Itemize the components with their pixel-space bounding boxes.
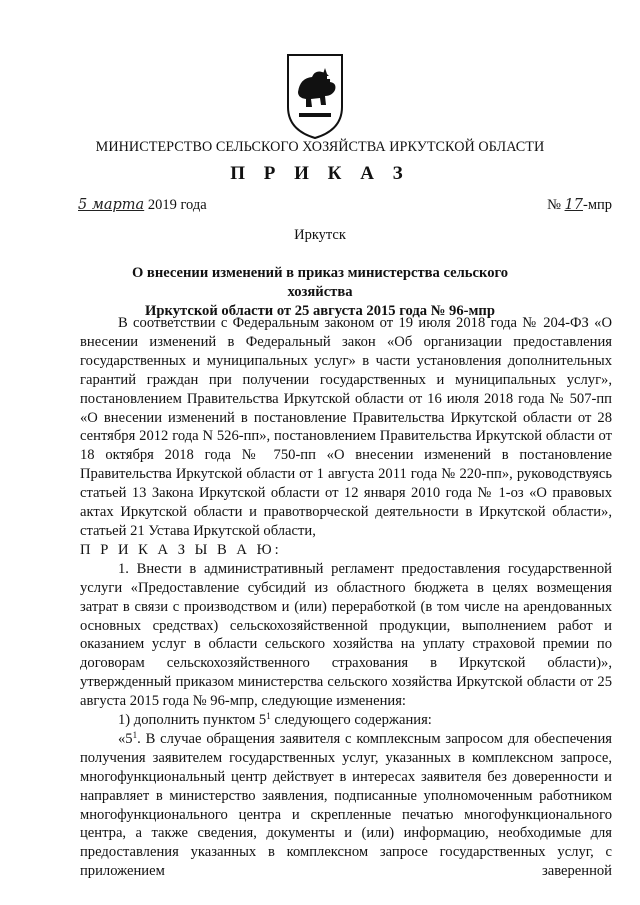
superscript-1: 1 <box>266 711 271 722</box>
date-year: 2019 года <box>147 197 207 213</box>
handwritten-date: 5 марта <box>78 197 145 213</box>
item-1-paragraph: 1. Внести в административный регламент предоставления государственной услуги «Предоставление субсидий из областного бюджета в целях возмещения затрат в связи с производством и (или) переработкой (в том числе на арендованных основных средствах) сельскохозяйственной продукции, выполнением работ и оказанием услуг в области сельского хозяйства на уплату страховой премии по договорам сельскохозяйственного страхования в Иркутской области)», утвержденный приказом министерства сельского хозяйства Иркутской области от 25 августа 2015 года № 96-мпр, следующие изменения: <box>80 560 612 710</box>
handwritten-number: 17 <box>564 197 583 213</box>
point-5-1-number: «5 <box>118 730 133 747</box>
order-word: П Р И К А З Ы В А Ю: <box>80 541 282 558</box>
order-body <box>80 314 612 881</box>
document-type-title: П Р И К А З <box>230 163 410 184</box>
subitem-1-text-end: следующего содержания: <box>270 712 432 729</box>
subject-line-2: Иркутской области от 25 августа 2015 года № 96-мпр <box>145 303 495 319</box>
number-suffix: -мпр <box>582 197 612 213</box>
subitem-1-text: 1) дополнить пунктом 5 <box>118 712 267 729</box>
number-sign: № <box>547 197 561 213</box>
point-5-1-paragraph <box>80 730 612 881</box>
order-date <box>78 197 207 214</box>
point-5-1-text: . В случае обращения заявителя с комплексным запросом для обеспечения получения заявителем государственных услуг, указанных в комплексном запросе, многофункциональный центр действует в интересах заявителя без доверенности и направляет в министерство заявления, подписанные уполномоченным работником многофункционального центра и скрепленные печатью многофункционального центра, а также сведения, документы и (или) информацию, необходимые для предоставления указанных в комплексном запросе государственных услуг, с приложением заверенной <box>80 730 612 880</box>
superscript-2: 1 <box>132 729 138 740</box>
order-number <box>547 197 612 214</box>
preamble-paragraph: В соответствии с Федеральным законом от 19 июля 2018 года № 204-ФЗ «О внесении изменений в Федеральный закон «Об организации предоставления государственных и муниципальных услуг» в части установления дополнительных гарантий граждан при получении государственных и муниципальных услуг», постановлением Правительства Иркутской области от 16 июля 2018 года № 507-пп «О внесении изменений в постановление Правительства Иркутской области от 28 сентября 2012 года N 526-пп», постановлением Правительства Иркутской области от 18 октября 2018 года № 750-пп «О внесении изменений в постановление Правительства Иркутской области от 1 августа 2011 года № 220-пп», руководствуясь статьей 13 Закона Иркутской области от 12 января 2010 года № 1-оз «О правовых актах Иркутской области и правотворческой деятельности в Иркутской области», статьей 21 Устава Иркутской области, <box>80 315 612 539</box>
coat-of-arms-icon <box>285 52 345 140</box>
subject-line-1: О внесении изменений в приказ министерства сельского хозяйства <box>131 265 509 300</box>
subitem-1-paragraph <box>80 711 612 730</box>
city-name: Иркутск <box>294 227 346 243</box>
order-subject <box>100 264 540 321</box>
ministry-name: МИНИСТЕРСТВО СЕЛЬСКОГО ХОЗЯЙСТВА ИРКУТСКОЙ ОБЛАСТИ <box>95 139 545 155</box>
